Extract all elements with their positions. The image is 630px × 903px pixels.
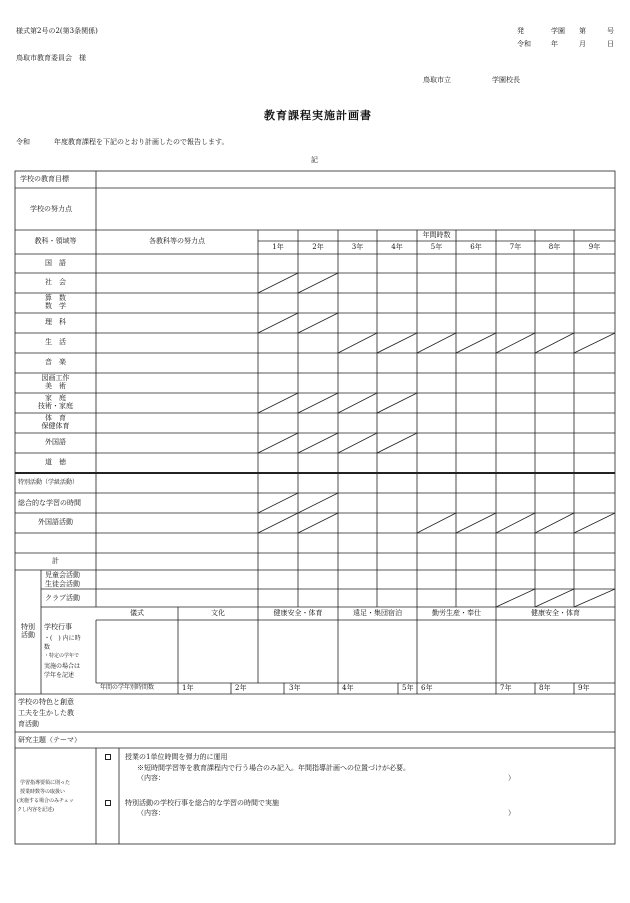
issue-go: 号 [607, 27, 614, 35]
features-line-3: 育活動 [18, 720, 39, 728]
grade-8: 8年 [548, 242, 561, 251]
subject-zuga: 図画工作 [41, 374, 70, 383]
grade-5: 5年 [430, 242, 443, 251]
grade-7: 7年 [509, 242, 522, 251]
subject-zuga-bijutsu [15, 373, 96, 393]
subject-sugaku: 数 学 [45, 302, 66, 310]
page-title: 教育課程実施計画書 [264, 109, 372, 122]
option-1-checkbox[interactable] [105, 754, 111, 760]
effort-header: 各教科等の努力点 [149, 237, 205, 246]
subject-katei [15, 393, 96, 413]
date-month: 月 [579, 40, 586, 48]
date-era: 令和 [517, 40, 531, 48]
school-goal-label: 学校の教育目標 [20, 175, 69, 184]
option-2-content-label: （内容： [137, 809, 165, 817]
subject-dotoku: 道 徳 [45, 458, 66, 467]
club-activities: クラブ活動 [45, 593, 80, 602]
events-note-1: ・( ) 内に時 [44, 635, 81, 642]
ki-mark: 記 [311, 156, 318, 164]
grade-1: 1年 [272, 242, 284, 251]
date-year: 年 [551, 40, 558, 48]
grade-3: 3年 [351, 242, 364, 251]
issue-dai: 第 [579, 27, 586, 35]
city-public: 鳥取市立 [423, 76, 451, 84]
subject-gaikokugo: 外国語 [45, 438, 66, 447]
subject-gijutsu-katei: 技術・家庭 [38, 402, 73, 410]
subject-hoken: 保健体育 [41, 422, 70, 430]
subject-sogo: 総合的な学習の時間 [18, 498, 81, 507]
principal: 学園校長 [492, 76, 520, 84]
subject-taiiku [15, 413, 96, 433]
addressee: 鳥取市教育委員会 様 [16, 54, 86, 62]
grade-4: 4年 [391, 242, 403, 251]
subject-kokugo: 国 語 [45, 258, 66, 267]
form-number: 様式第2号の2(第3条関係) [16, 27, 98, 35]
option-2-checkbox[interactable] [105, 800, 111, 806]
option-1-paren-close: ） [508, 774, 515, 782]
features-line-2: 工夫を生かした教 [18, 709, 74, 717]
intro-era: 令和 [16, 138, 30, 146]
subject-seikatsu: 生 活 [45, 338, 66, 347]
date-day: 日 [607, 40, 614, 48]
special-label-2: 活動 [21, 631, 35, 639]
hours-grade-9: 9年 [578, 684, 590, 693]
option-2-paren-close: ） [508, 809, 515, 817]
features-line-1: 学校の特色と創意 [18, 698, 74, 706]
subject-sansu: 算 数 [45, 294, 66, 303]
grade-6: 6年 [470, 242, 482, 251]
seitokai: 生徒会活動 [45, 579, 80, 588]
subject-shakai: 社 会 [45, 278, 66, 287]
events-note-5: 学年を記述 [44, 672, 75, 679]
option-1-content-label: （内容： [137, 774, 165, 782]
research-theme-label: 研究主題（テーマ） [18, 735, 81, 744]
events-note-4: 実施の場合は [44, 663, 81, 670]
subject-ongaku: 音 楽 [45, 358, 66, 367]
annual-hours-header: 年間時数 [422, 230, 451, 239]
school-events-label: 学校行事 [44, 623, 72, 631]
school-effort-label: 学校の努力点 [30, 204, 72, 213]
events-note-2: 数 [44, 644, 51, 651]
grade-2: 2年 [312, 242, 324, 251]
handling-line-2: 授業時数等の取扱い [20, 789, 66, 795]
subject-gaikokugo-katsudo: 外国語活動 [38, 518, 73, 527]
subject-taiiku-label: 体 育 [45, 414, 66, 423]
event-kinro: 勤労生産・奉仕 [432, 608, 481, 617]
jidokai: 児童会活動 [45, 571, 80, 580]
intro-text: 年度教育課程を下記のとおり計画したので報告します。 [54, 138, 229, 146]
subject-total: 計 [52, 556, 59, 565]
hours-grade-7: 7年 [500, 684, 512, 693]
subject-header: 教科・領域等 [34, 237, 77, 246]
hours-grade-5: 5年 [402, 684, 414, 693]
handling-line-3: (実施する場合のみチェッ [17, 798, 74, 804]
event-gishiki: 儀式 [130, 608, 144, 617]
subject-bijutsu: 美 術 [45, 382, 66, 390]
special-activities-label [15, 607, 41, 657]
subject-rika: 理 科 [45, 318, 66, 327]
subject-sansu-sugaku [15, 293, 96, 313]
hours-grade-8: 8年 [539, 684, 551, 693]
grade-9: 9年 [588, 242, 601, 251]
event-kenko-2: 健康安全・体育 [531, 608, 580, 617]
hours-by-grade-label: 年間の学年別時間数 [100, 684, 155, 692]
hours-grade-6: 6年 [421, 684, 433, 693]
hours-grade-3: 3年 [289, 684, 301, 693]
subject-katei-label: 家 庭 [45, 394, 66, 403]
events-note-3: ・特定の学年で [44, 653, 80, 659]
hours-grade-1: 1年 [182, 684, 194, 693]
issue-label: 発 [517, 27, 524, 35]
option-2-title: 特別活動の学校行事を総合的な学習の時間で実施 [125, 799, 279, 807]
issue-school: 学園 [551, 27, 565, 35]
council-activities [45, 570, 96, 589]
handling-line-4: クし内容を記述) [17, 807, 54, 813]
handling-line-1: 学習指導要領に則った [20, 780, 71, 786]
subject-tokkatsu: 特別活動（学級活動） [18, 478, 79, 486]
option-1-note: ※短時間学習等を教育課程内で行う場合のみ記入。年間指導計画への位置づけが必要。 [137, 764, 410, 772]
event-kenko-1: 健康安全・体育 [273, 608, 323, 617]
event-bunka: 文化 [211, 608, 225, 617]
special-label-1: 特別 [21, 623, 35, 632]
event-ensoku: 遠足・集団宿泊 [353, 608, 402, 617]
hours-grade-4: 4年 [342, 684, 354, 693]
hours-grade-2: 2年 [235, 684, 247, 693]
option-1-title: 授業の1単位時間を弾力的に運用 [125, 753, 228, 761]
